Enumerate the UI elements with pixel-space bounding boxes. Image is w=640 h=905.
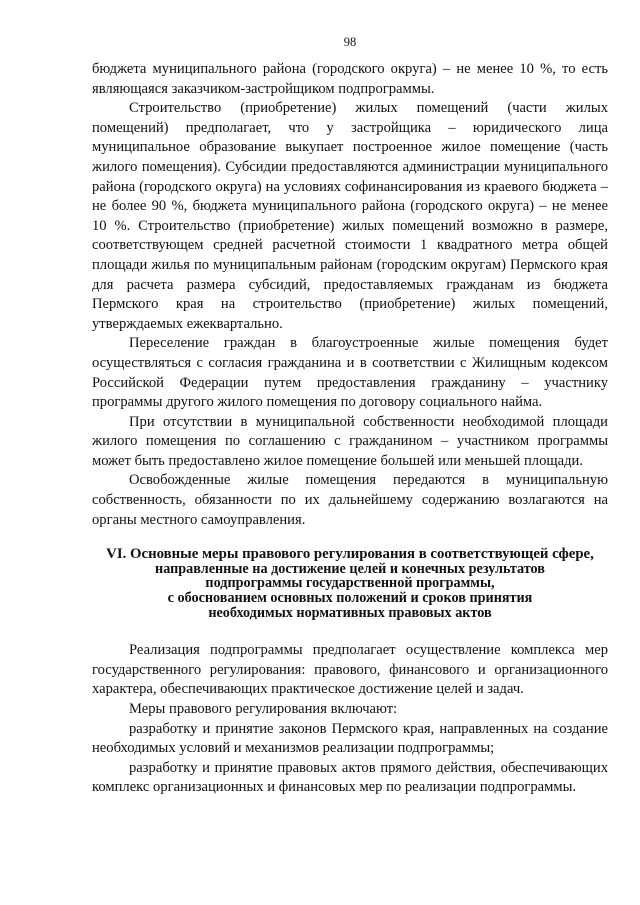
section-heading-line: подпрограммы государственной программы, xyxy=(205,575,495,592)
paragraph: бюджета муниципального района (городского округа) – не менее 10 %, то есть являющаяся заказчиком-застройщиком подпрограммы. xyxy=(92,61,608,97)
paragraph: Освобожденные жилые помещения передаются в муниципальную собственность, обязанности по их дальнейшему содержанию возлагаются на органы местного самоуправления. xyxy=(92,472,608,528)
list-item: разработку и принятие правовых актов прямого действия, обеспечивающих комплекс организационных и финансовых мер по реализации подпрограммы. xyxy=(92,759,608,796)
paragraph: Меры правового регулирования включают: xyxy=(129,701,398,717)
page-number: 98 xyxy=(343,35,357,49)
section-heading-line: VI. Основные меры правового регулирования в соответствующей сфере, xyxy=(106,546,594,563)
section-heading-line: с обоснованием основных положений и сроков принятия xyxy=(167,590,533,607)
document-page xyxy=(92,34,608,798)
section-heading-line: направленные на достижение целей и конечных результатов xyxy=(155,560,545,577)
paragraph: Переселение граждан в благоустроенные жилые помещения будет осуществляться с согласия гражданина и в соответствии с Жилищным кодексом Российской Федерации путем предоставления гражданину – участнику программы другого жилого помещения по договору социального найма. xyxy=(92,335,608,411)
paragraph: Реализация подпрограммы предполагает осуществление комплекса мер государственного регулирования: правового, финансового и организационного характера, обеспечивающих практическое достижение целей и задач. xyxy=(92,642,608,698)
paragraph: При отсутствии в муниципальной собственности необходимой площади жилого помещения по соглашению с гражданином – участником программы может быть предоставлено жилое помещение большей или меньшей площади. xyxy=(92,413,608,469)
paragraph: Строительство (приобретение) жилых помещений (части жилых помещений) предполагает, что у застройщика – юридического лица муниципальное образование выкупает построенное жилое помещение (часть жилого помещения). Субсидии предоставляются администрации муниципального района (городского округа) на условиях софинансирования из краевого бюджета – не более 90 %, бюджета муниципального района (городского округа) – не менее 10 %. Строительство (приобретение) жилых помещений возможно в размере, соответствующем средней расчетной стоимости 1 квадратного метра общей площади жилья по муниципальным районам (городским округам) Пермского края для расчета размера субсидий, предоставляемых гражданам из бюджета Пермского края на строительство (приобретение) жилых помещений, утверждаемых ежеквартально. xyxy=(92,100,608,332)
list-item: разработку и принятие законов Пермского края, направленных на создание необходимых условий и механизмов реализации подпрограммы; xyxy=(92,720,608,757)
section-heading xyxy=(92,547,608,620)
section-heading-line: необходимых нормативных правовых актов xyxy=(208,604,492,621)
